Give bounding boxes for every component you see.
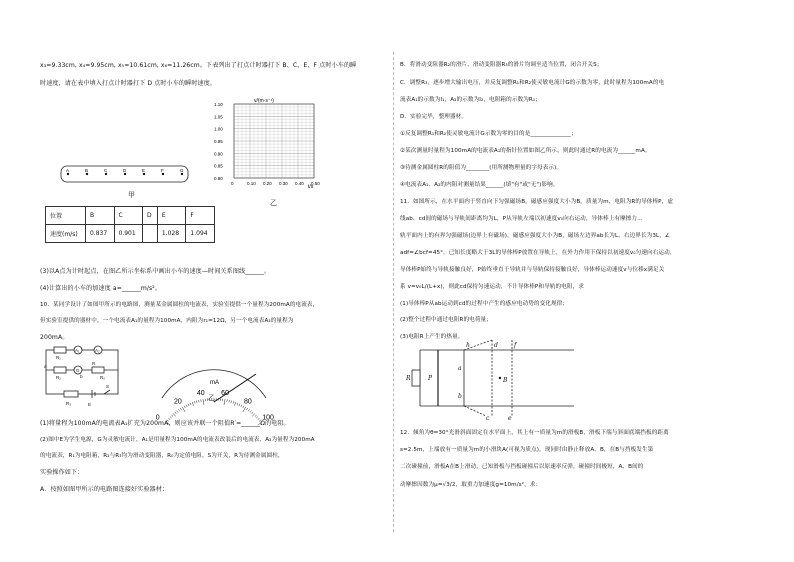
field-label: P: [428, 375, 433, 382]
resistor-r1: [54, 347, 66, 353]
text-line: (2)整个过程中通过电阻R的电荷量；: [400, 317, 492, 323]
dial-tick: [255, 415, 257, 417]
field-label: B: [503, 377, 508, 384]
dial-tick: [256, 416, 258, 418]
text-line: B．将滑动变阻器R₂的滑片、滑动变阻器R₃的滑片均调至适当位置，闭合开关S；: [400, 62, 603, 68]
text-line: 11．如图所示，在水平面内于竖直向下匀强磁场B，磁感应强度大小为B，质量为m、电阻为R的导体棒P，虚: [400, 199, 674, 205]
graph-ytick: 0.85: [214, 163, 223, 169]
text-line: x₃=9.33cm, x₄=9.95cm, x₅=10.61cm, x₆=11.26cm。下表列出了打点计时器打下 B、C、E、F 点时小车的瞬: [40, 62, 357, 69]
text-line: 但实验室提供的器材中，一个电流表A₁的量程为100mA，内阻为r₁=12Ω，另一个电流表A₂的量程为: [40, 318, 294, 324]
graph-xlabel: t/s: [308, 184, 314, 190]
circuit-label: R₃: [66, 401, 72, 406]
graph-ytick: 1.05: [214, 114, 223, 120]
dial-tick: [177, 411, 179, 413]
text-line: (4)计算出的小车的加速度 a=______m/s²。: [40, 285, 162, 292]
circuit-label: R₁: [56, 355, 61, 360]
rheostat-r3: [64, 391, 78, 397]
resistor-r: [412, 370, 420, 386]
dial-tick: [196, 401, 197, 403]
dial-tick: [233, 401, 234, 403]
velocity-time-graph: [212, 96, 332, 196]
tape-dot: [143, 173, 145, 175]
graph-ytick: 1.00: [214, 126, 223, 132]
tape-label: F: [161, 168, 164, 173]
table-cell: D: [143, 207, 158, 225]
graph-xtick: 0.50: [311, 181, 320, 186]
field-label: d: [494, 342, 498, 349]
text-line: D．实验完毕，整理器材。: [400, 114, 468, 120]
text-line: A．按照如图甲所示的电路图连接好实验器材；: [40, 486, 169, 493]
dial-tick: [252, 412, 254, 414]
text-line: 实验操作如下：: [40, 469, 84, 476]
graph-ytick: 1.10: [214, 102, 223, 107]
text-line: ①反复调整R₁和R₂使灵敏电流计G示数为零的目的是______________；: [400, 131, 577, 137]
dial-tick: [237, 403, 238, 405]
text-line: adf=∠bcf=45°。已知长度略大于3L的导体棒P放置在导轨上，在外力作用下保持以初速度v₀匀速向右运动，: [400, 250, 676, 256]
velocity-table: [45, 206, 215, 243]
circuit-label: b: [80, 374, 83, 379]
graph-xtick: 0: [231, 181, 234, 186]
tape-dot: [162, 173, 164, 175]
dial-tick-label: 20: [174, 398, 182, 406]
tape-dot: [86, 173, 88, 175]
dial-tick: [224, 399, 225, 405]
dial-tick: [252, 413, 255, 416]
tape-dot: [124, 173, 126, 175]
dial-tick: [190, 403, 191, 405]
left-column: [40, 0, 385, 562]
dial-tick: [229, 400, 230, 402]
table-cell: [143, 225, 158, 243]
table-cell: 位置: [46, 207, 86, 225]
field-label: R: [406, 375, 411, 382]
field-label: c: [486, 415, 490, 422]
text-line: ③待测金属圆柱R的阻值为________(用所测物理量的字母表示)。: [400, 165, 563, 171]
table-cell: 1.028: [157, 225, 186, 243]
circuit-label: G: [76, 368, 80, 373]
dial-tick: [248, 409, 249, 411]
text-line: 时速度，请在表中填入打点计时器打下 D 点时小车的瞬时速度。: [40, 80, 217, 87]
resistor-r: [92, 367, 104, 373]
tape-label: A: [66, 168, 70, 173]
dial-tick: [170, 416, 172, 418]
text-line: (3)电阻R上产生的热量。: [400, 334, 464, 340]
text-line: (1)导体棒P从ab运动到cd的过程中产生的感应电动势的变化规律；: [400, 301, 569, 307]
text-line: 动摩擦因数为μ=√3/2，取重力加速度g=10m/s²，求：: [400, 482, 542, 488]
table-cell: E: [157, 207, 186, 225]
graph-ylabel: v/(m·s⁻¹): [254, 98, 274, 104]
circuit-label: A₂: [95, 348, 100, 353]
dial-tick: [201, 399, 202, 401]
graph-xtick: 0.20: [263, 181, 272, 186]
field-label: f: [514, 342, 517, 349]
text-line: 线ab、cd间的磁场与导轨间距离均为L，P从导轨左端以初速度v₀向右运动，导体棒上有摩擦力...: [400, 216, 643, 222]
text-line: 流表A₁的示数为I₁，A₂的示数为I₂，电阻箱的示数为R₁；: [400, 97, 541, 103]
dial-tick: [241, 405, 242, 407]
text-line: (1)将量程为100mA的电流表A₁扩充为200mA，则应该并联一个阻值R′=______Ω的电阻。: [40, 420, 290, 427]
graph-ytick: 0.80: [214, 176, 223, 181]
table-cell: 0.901: [114, 225, 143, 243]
dial-tick-label: 0: [155, 414, 160, 422]
table-cell: 1.094: [186, 225, 215, 243]
circuit-label: a: [44, 364, 47, 369]
dial-tick: [186, 405, 187, 407]
field-label: a: [458, 365, 462, 372]
circuit-label: R₀: [100, 375, 106, 380]
text-line: C．调整R₃，逐步增大输出电压，并反复调整R₁和R₂使灵敏电流计G的示数为零，此时量程为100mA的电: [400, 80, 665, 86]
tape-dot: [67, 173, 69, 175]
tape-label: C: [104, 168, 108, 173]
text-line: 轨平面内上的有界匀强磁场(边界上有磁场)，磁感应强度大小为B，磁场左边界ab长为L，右边界长为3L，∠: [400, 233, 671, 239]
circuit-diagram: [40, 346, 132, 408]
text-line: 10．某同学设计了如图甲所示的电路图，测量某金属圆柱的电流表，实验室提供一个量程为200mA的电流表，: [40, 302, 319, 308]
tape-label: B: [85, 168, 89, 173]
tape-label: D: [123, 168, 127, 173]
graph-xtick: 0.10: [247, 181, 256, 186]
table-header-row: [46, 207, 215, 225]
text-line: 导体棒P始终与导轨接触良好，P始终垂直于导轨并与导轨保持接触良好，导体棒运动速度v与位移x满足关: [400, 267, 665, 273]
table-cell: F: [186, 207, 215, 225]
dial-tick: [180, 408, 181, 410]
graph-ytick: 0.90: [214, 151, 223, 157]
dial-tick: [243, 406, 244, 408]
switch-s: [104, 390, 110, 394]
dial-tick: [194, 401, 195, 403]
dial-tick-label: 100: [262, 414, 274, 422]
dial-tick: [184, 406, 185, 408]
dial-tick-label: 80: [243, 398, 252, 406]
resistor-r2: [54, 367, 66, 373]
graph-ytick: 0.95: [214, 139, 223, 144]
right-column: [400, 0, 760, 562]
dial-tick: [173, 413, 176, 416]
table-cell: 速度(m/s): [46, 225, 86, 243]
paper-tape-figure: [60, 164, 190, 190]
dial-tick: [234, 402, 235, 406]
text-line: s=2.5m，上端放有一质量为m的小滑块A(可视为质点)。现同时由静止释放A、B，在B与挡板发生第: [400, 447, 654, 453]
text-line: 12．倾角为θ=30°光滑斜面固定在水平面上，其上有一质量为m的滑板B，滑板下端与斜面底端挡板的距离: [400, 430, 669, 436]
dial-tick: [203, 399, 204, 405]
edge-bc: [464, 406, 486, 416]
tape-dot: [105, 173, 107, 175]
dial-tick: [231, 401, 232, 403]
circuit-label: R: [92, 361, 96, 366]
circuit-label: S: [106, 384, 110, 389]
field-dot: [499, 377, 501, 379]
graph-caption-yi: 乙: [270, 199, 277, 207]
table-cell: C: [114, 207, 143, 225]
tape-dot: [181, 173, 183, 175]
dial-tick: [199, 400, 200, 402]
dial-tick: [239, 404, 240, 406]
tape-label: G: [180, 168, 184, 173]
text-line: 二次碰撞前，滑板A在B上滑动，已知滑板与挡板碰撞后以原速率反弹，碰撞时间极短，A、B间的: [400, 464, 644, 470]
dial-tick: [175, 412, 177, 414]
field-label: h: [466, 342, 470, 349]
dial-tick: [171, 415, 173, 417]
column-divider: [393, 52, 394, 532]
dial-tick: [243, 407, 246, 412]
text-line: (3)以A点为计时起点，在图乙所示坐标系中画出小车的速度—时间关系图线______。: [40, 268, 271, 275]
text-line: 200mA。: [40, 334, 69, 341]
table-row: [46, 225, 215, 243]
circuit-label: A₁: [75, 348, 80, 353]
text-line: ②某次测量时量程为100mA的电流表A₁的指针位置如图乙所示，则此时通过R的电流为______mA。: [400, 148, 651, 154]
circuit-label: R₂: [56, 375, 61, 380]
field-label: b: [458, 393, 462, 400]
dial-tick: [178, 409, 179, 411]
circuit-label: E: [88, 402, 92, 407]
graph-xtick: 0.30: [279, 181, 288, 186]
dial-unit: mA: [210, 380, 219, 386]
dial-tick: [182, 407, 185, 412]
text-line: 系 v=v₀L/(L+x)，则此cd保持匀速运动，不计导体棒P和导轨的电阻，求: [400, 284, 584, 290]
dial-tick: [246, 408, 247, 410]
dial-tick-label: 40: [196, 390, 205, 398]
table-cell: B: [85, 207, 114, 225]
dial-tick: [250, 411, 252, 413]
dial-tick: [227, 399, 228, 401]
dial-tick-label: 60: [221, 390, 229, 398]
dial-tick: [188, 404, 189, 406]
figure-caption-jia: 甲: [128, 191, 135, 199]
field-label: e: [508, 415, 512, 422]
table-cell: 0.837: [85, 225, 114, 243]
magnetic-field-figure: [404, 340, 576, 422]
meter-caption-yi: 乙: [208, 394, 215, 402]
tape-label: E: [142, 168, 146, 173]
text-line: ④电流表A₁、A₂的内阻对测量结果______(填"有"或"无")影响。: [400, 182, 559, 188]
graph-xtick: 0.40: [295, 181, 304, 186]
text-line: (2)图中E为学生电源，G为灵敏电流计，A₁是用量程为100mA的电流表改装后的电流表，A₂为量程为200mA: [40, 437, 315, 443]
text-line: 的电流表，R₁为电阻箱，R₂与R₃均为滑动变阻器，R₀为定值电阻，S为开关，R为待测金属圆柱，: [40, 453, 284, 459]
dial-tick: [192, 402, 193, 406]
